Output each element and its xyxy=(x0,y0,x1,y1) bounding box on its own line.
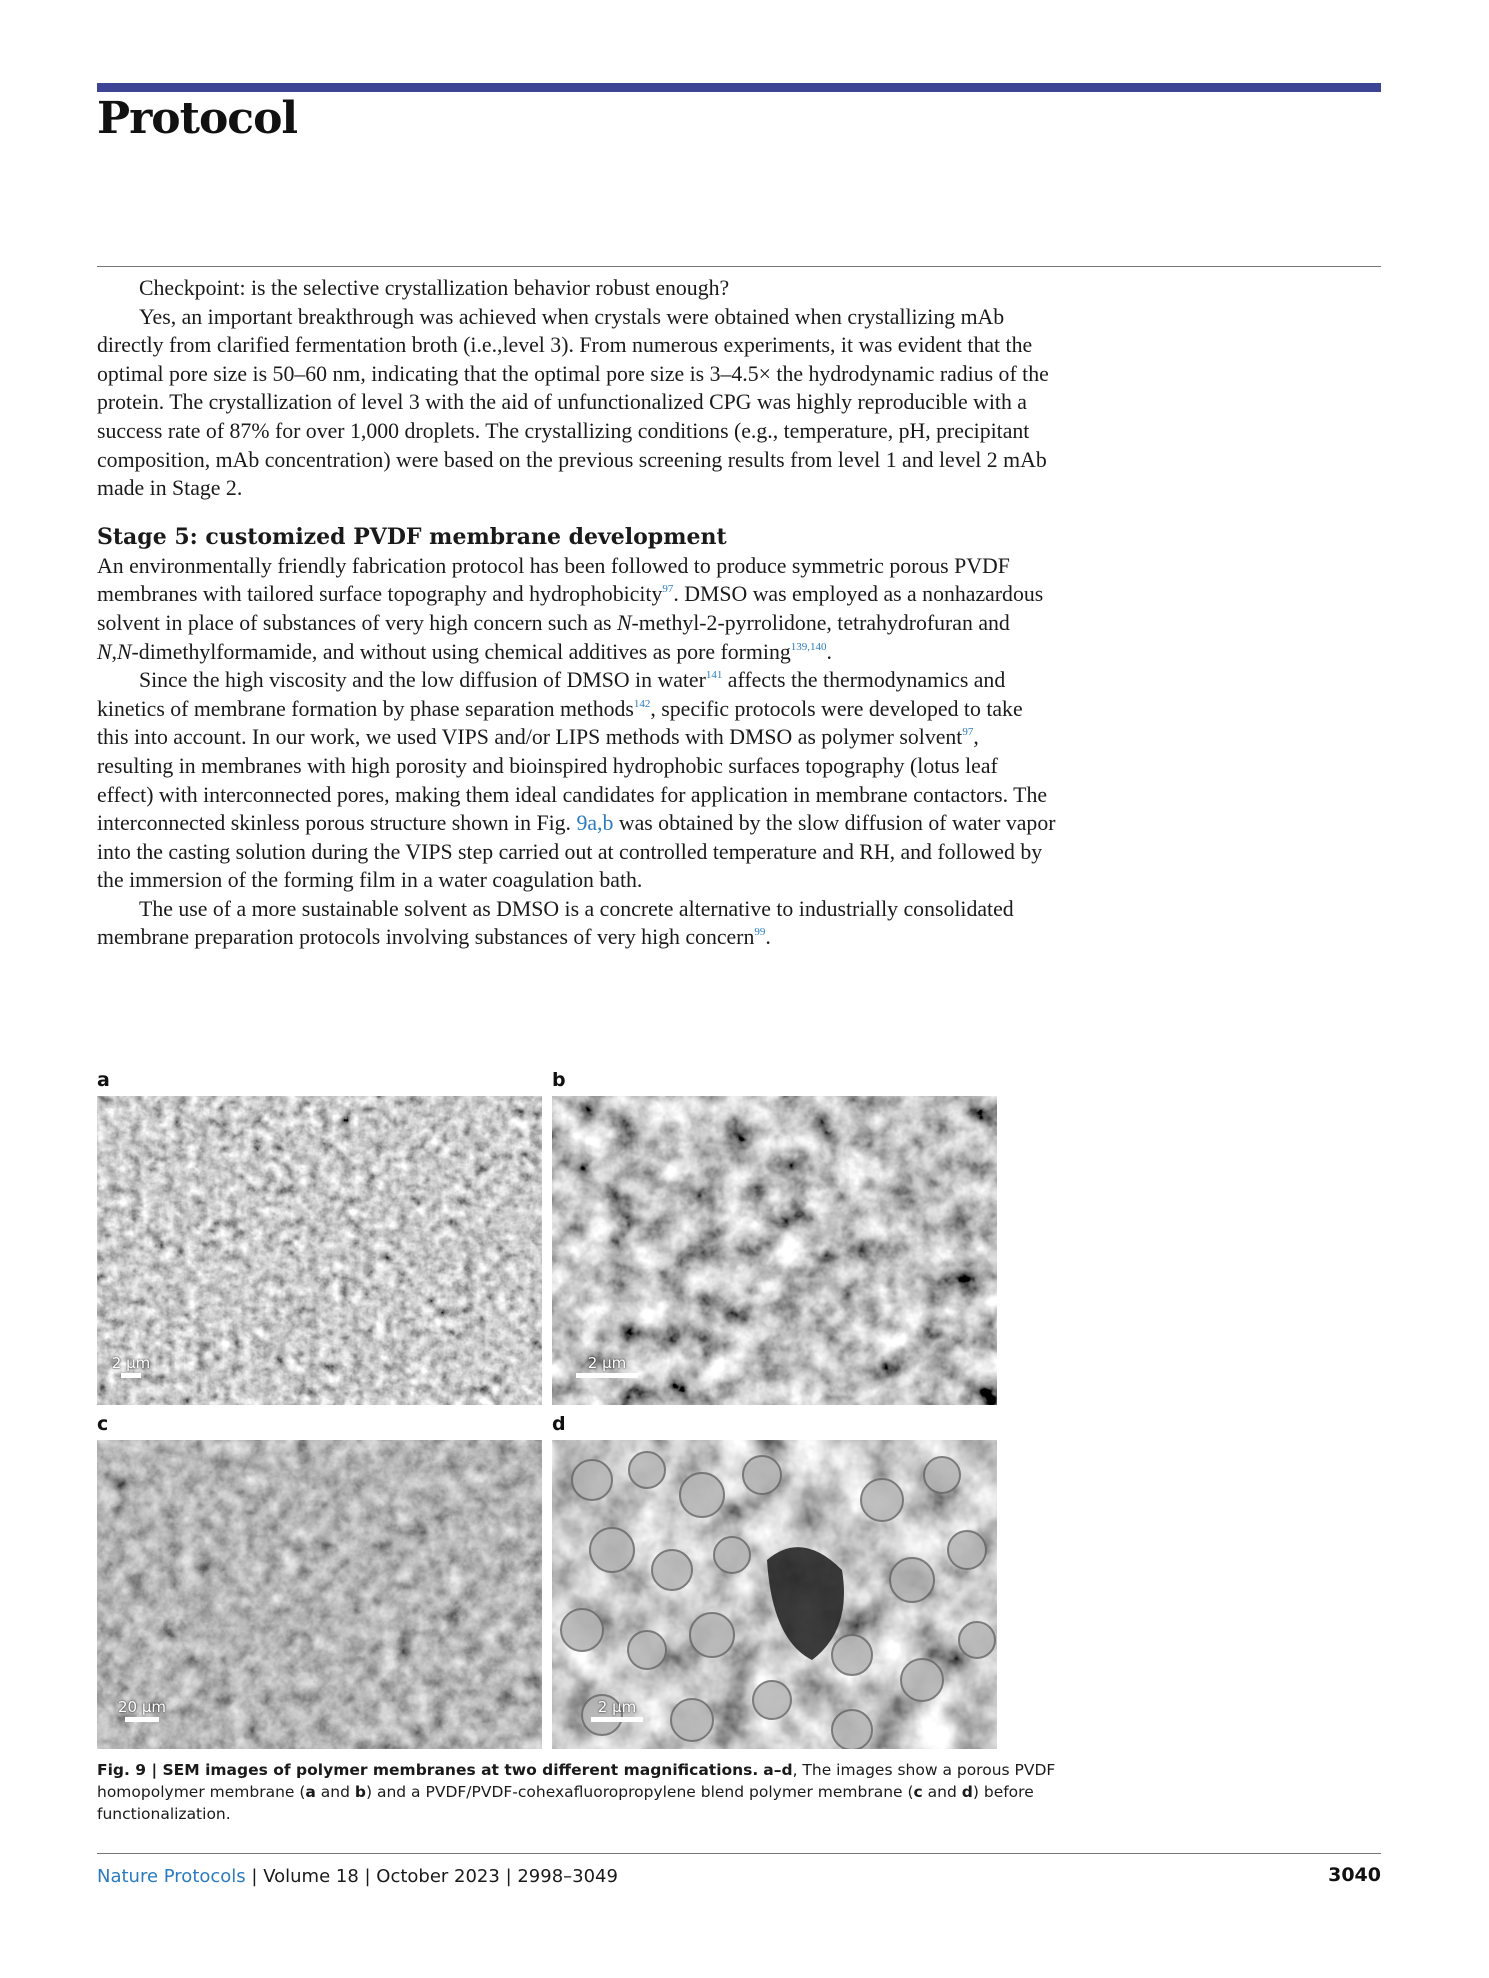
panel-letter-c: c xyxy=(97,1413,109,1435)
citation-link[interactable]: 97 xyxy=(962,726,974,739)
citation-link[interactable]: 142 xyxy=(633,697,651,710)
sem-image-b xyxy=(552,1096,997,1405)
sem-image-a xyxy=(97,1096,542,1405)
stage-heading: Stage 5: customized PVDF membrane development xyxy=(97,523,727,550)
header-rule xyxy=(97,83,1381,92)
scale-bar-c: 20 µm xyxy=(117,1698,167,1722)
sem-image-c xyxy=(97,1440,542,1749)
citation-link[interactable]: 97 xyxy=(662,583,674,596)
sem-image-d xyxy=(552,1440,997,1749)
article-body xyxy=(97,274,1057,952)
paragraph-4: The use of a more sustainable solvent as DMSO is a concrete alternative to industrially consolidated membrane preparation protocols involving substances of very high concern$^{99}$. xyxy=(97,896,1014,950)
citation-link[interactable]: 99 xyxy=(754,926,766,939)
footer-rule xyxy=(97,1853,1381,1854)
checkpoint-line: Checkpoint: is the selective crystallization behavior robust enough? xyxy=(139,276,730,300)
journal-link[interactable]: Nature Protocols xyxy=(97,1866,246,1887)
figure-link[interactable]: 9a,b xyxy=(576,811,614,836)
paragraph-1: Yes, an important breakthrough was achieved when crystals were obtained when crystallizing mAb directly from clarified fermentation broth (i.e.,level 3). From numerous experiments, it was evident that the optimal pore size is 50–60 nm, indicating that the optimal pore size is 3–4.5× the hydrodynamic radius of the protein. The crystallization of level 3 with the aid of unfunctionalized CPG was highly reproducible with a success rate of 87% for over 1,000 droplets. The crystallizing conditions (e.g., temperature, pH, precipitant composition, mAb concentration) were based on the previous screening results from level 1 and level 2 mAb made in Stage 2. xyxy=(97,304,1049,501)
paragraph-3: Since the high viscosity and the low diffusion of DMSO in water$^{141}$ affects the thermodynamics and kinetics of membrane formation by phase separation methods$^{142}$, specific protocols were developed to take this into account. In our work, we used VIPS and/or LIPS methods with DMSO as polymer solvent$^{97}$, resulting in membranes with high porosity and bioinspired hydrophobic surfaces topography (lotus leaf effect) with interconnected pores, making them ideal candidates for application in membrane contactors. The interconnected skinless porous structure shown in Fig. 9a,b was obtained by the slow diffusion of water vapor into the casting solution during the VIPS step carried out at controlled temperature and RH, and followed by the immersion of the forming film in a water coagulation bath. xyxy=(97,668,1056,893)
figure-caption: Fig. 9 | SEM images of polymer membranes at two different magnifications. a–d, The images show a porous PVDF homopolymer membrane (a and b) and a PVDF/PVDF-cohexafluoropropylene blend polymer membrane (c and d) before functionalization. xyxy=(97,1761,1056,1823)
scale-bar-d: 2 µm xyxy=(587,1698,647,1722)
citation-link[interactable]: 139,140 xyxy=(790,640,827,653)
panel-letter-d: d xyxy=(552,1413,566,1435)
footer-citation: Nature Protocols | Volume 18 | October 2023 | 2998–3049 xyxy=(97,1866,618,1887)
scale-bar-a: 2 µm xyxy=(111,1354,151,1378)
scale-bar-b: 2 µm xyxy=(572,1354,642,1378)
page-header-title: Protocol xyxy=(97,93,298,144)
section-divider xyxy=(97,266,1381,267)
citation-link[interactable]: 141 xyxy=(705,669,723,682)
paragraph-2: An environmentally friendly fabrication protocol has been followed to produce symmetric porous PVDF membranes with tailored surface topography and hydrophobicity$^{97}$. DMSO was employed as a nonhazardous solvent in place of substances of very high concern such as N-methyl-2-pyrrolidone, tetrahydrofuran and N,N-dimethylformamide, and without using chemical additives as pore forming$^{139,140}$. xyxy=(97,553,1044,664)
panel-letter-b: b xyxy=(552,1069,566,1091)
panel-letter-a: a xyxy=(97,1069,110,1091)
page-number: 3040 xyxy=(1328,1864,1381,1886)
